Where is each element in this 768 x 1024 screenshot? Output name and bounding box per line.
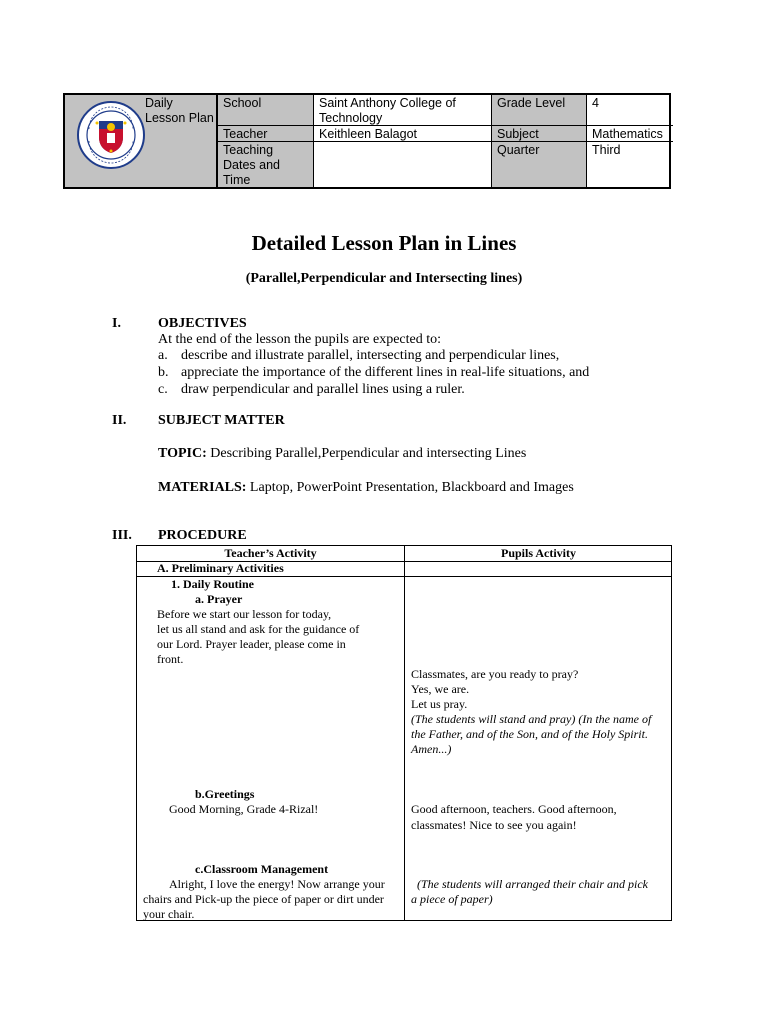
logo-cell xyxy=(65,95,218,187)
materials-label: MATERIALS: xyxy=(158,480,247,495)
objectives-heading: OBJECTIVES xyxy=(158,316,247,331)
objective-text: appreciate the importance of the different lines in real-life situations, and xyxy=(181,365,590,380)
objective-letter: a. xyxy=(158,348,168,363)
materials-value: Laptop, PowerPoint Presentation, Blackboard and Images xyxy=(249,480,574,495)
classroom-teacher-line: chairs and Pick-up the piece of paper or dirt under xyxy=(143,892,384,906)
teacher-activity-header: Teacher’s Activity xyxy=(224,546,317,560)
teacher-value: Keithleen Balagot xyxy=(319,127,417,141)
school-label: School xyxy=(218,95,313,125)
topic-label: TOPIC: xyxy=(158,446,207,461)
deped-seal-icon xyxy=(77,101,145,169)
prayer-teacher-line: our Lord. Prayer leader, please come in xyxy=(157,637,346,651)
prayer-pupils-line: Let us pray. xyxy=(411,697,468,711)
preliminary-activities: A. Preliminary Activities xyxy=(157,561,284,575)
daily-routine-heading: 1. Daily Routine xyxy=(171,577,255,591)
procedure-heading: PROCEDURE xyxy=(158,528,247,543)
objective-letter: b. xyxy=(158,365,169,380)
classroom-teacher-line: Alright, I love the energy! Now arrange your xyxy=(169,877,385,891)
prayer-heading: a. Prayer xyxy=(195,592,243,606)
teaching-dates-value xyxy=(314,142,491,187)
prayer-pupils-line: Classmates, are you ready to pray? xyxy=(411,667,579,681)
objective-item xyxy=(158,365,590,382)
prayer-teacher-line: front. xyxy=(157,652,184,666)
column-divider xyxy=(404,546,405,920)
prayer-pupils-italic-line: the Father, and of the Son, and of the Holy Spirit. xyxy=(411,727,648,741)
pupils-activity-header: Pupils Activity xyxy=(500,546,576,560)
objective-text: draw perpendicular and parallel lines using a ruler. xyxy=(181,382,465,397)
grade-level-value: 4 xyxy=(592,96,599,110)
prayer-teacher-line: Before we start our lesson for today, xyxy=(157,607,332,621)
document-title: Detailed Lesson Plan in Lines xyxy=(251,231,517,255)
classroom-management-heading: c.Classroom Management xyxy=(195,862,329,876)
school-value: Saint Anthony College of Technology xyxy=(319,96,456,125)
procedure-table xyxy=(136,545,672,921)
quarter-value: Third xyxy=(592,143,621,157)
subject-value: Mathematics xyxy=(592,127,663,141)
materials-line xyxy=(158,480,574,497)
greetings-pupils-line: classmates! Nice to see you again! xyxy=(411,818,577,832)
greetings-heading: b.Greetings xyxy=(195,787,255,801)
prayer-pupils-italic-line: Amen...) xyxy=(411,742,452,756)
prayer-pupils-italic-line: (The students will stand and pray) (In the name of xyxy=(411,712,652,726)
objective-item xyxy=(158,382,465,399)
greetings-teacher: Good Morning, Grade 4-Rizal! xyxy=(169,802,319,816)
objective-letter: c. xyxy=(158,382,168,397)
subject-label: Subject xyxy=(492,126,586,141)
classroom-pupils-italic-line: a piece of paper) xyxy=(411,892,493,906)
objectives-numeral: I. xyxy=(112,316,121,331)
topic-line xyxy=(158,446,526,463)
daily-lesson-plan-label: Daily Lesson Plan xyxy=(145,96,214,125)
classroom-teacher-line: your chair. xyxy=(143,907,195,921)
objectives-intro: At the end of the lesson the pupils are expected to: xyxy=(158,332,442,347)
greetings-pupils-line: Good afternoon, teachers. Good afternoon, xyxy=(411,802,617,816)
subject-matter-heading: SUBJECT MATTER xyxy=(158,413,285,428)
classroom-pupils-italic-line: (The students will arranged their chair and pick xyxy=(417,877,648,891)
quarter-label: Quarter xyxy=(492,142,586,187)
header-table xyxy=(63,93,671,189)
teacher-label: Teacher xyxy=(218,126,313,141)
prayer-teacher-line: let us all stand and ask for the guidance of xyxy=(157,622,360,636)
prayer-pupils-line: Yes, we are. xyxy=(411,682,470,696)
teaching-dates-label: Teaching Dates and Time xyxy=(218,142,313,187)
subject-matter-numeral: II. xyxy=(112,413,127,428)
procedure-numeral: III. xyxy=(112,528,132,543)
objective-item xyxy=(158,348,560,365)
topic-value: Describing Parallel,Perpendicular and intersecting Lines xyxy=(210,446,527,461)
grade-level-label: Grade Level xyxy=(492,95,586,125)
objective-text: describe and illustrate parallel, intersecting and perpendicular lines, xyxy=(181,348,560,363)
document-subtitle: (Parallel,Perpendicular and Intersecting lines) xyxy=(245,271,523,286)
